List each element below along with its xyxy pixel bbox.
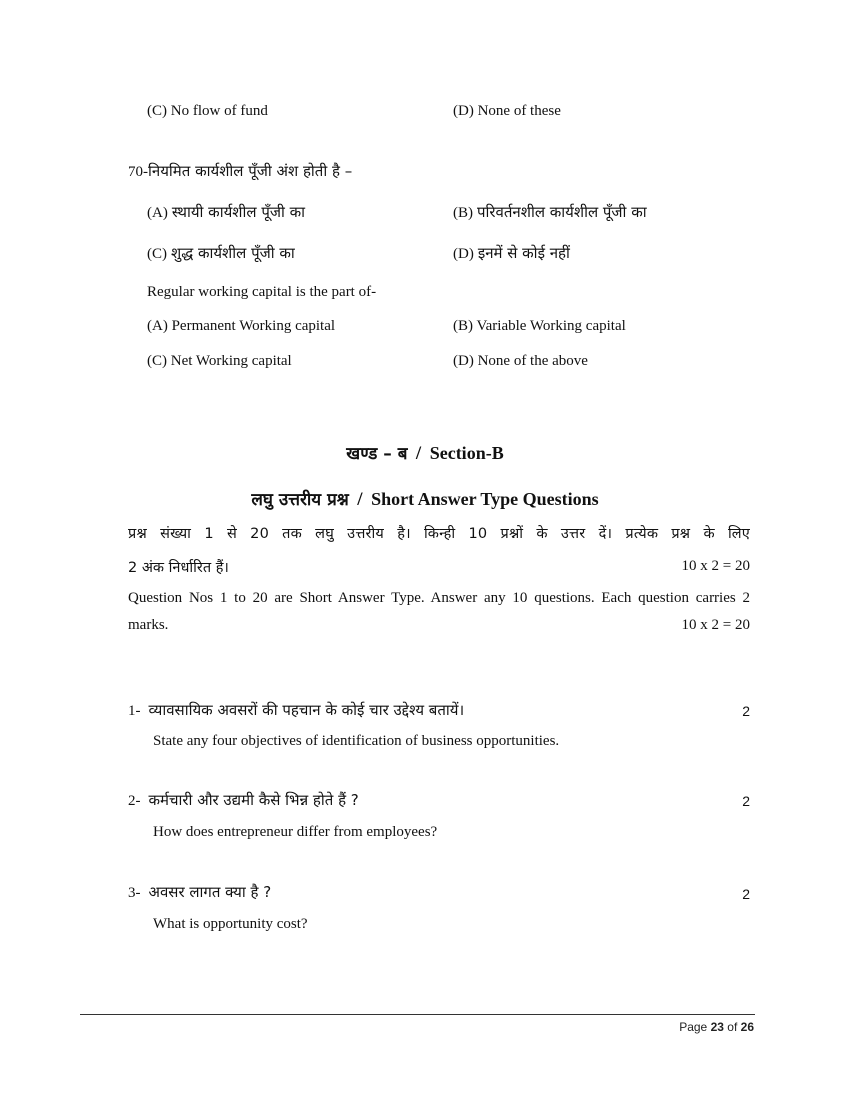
- subheading-separator: /: [357, 489, 363, 510]
- question-marks: 2: [742, 886, 750, 902]
- option-text: स्थायी कार्यशील पूँजी का: [171, 203, 306, 221]
- option-text: परिवर्तनशील कार्यशील पूँजी का: [477, 203, 647, 221]
- question-english-text: State any four objectives of identification of business opportunities.: [153, 733, 560, 749]
- option-label: (A): [147, 205, 168, 221]
- question-hindi-text: कर्मचारी और उद्यमी कैसे भिन्न होते हैं ?: [148, 791, 359, 809]
- question-number: 1-: [128, 703, 141, 719]
- q70-hindi-option-b: [453, 202, 647, 222]
- instruction-english-line2: marks.: [128, 617, 169, 633]
- question-3: [128, 882, 271, 902]
- page-footer: [679, 1020, 754, 1034]
- q70-english-option-a: (A) Permanent Working capital: [147, 318, 336, 334]
- q70-hindi-option-d: [453, 243, 570, 263]
- footer-total-pages: 26: [740, 1020, 754, 1034]
- question-english-text: What is opportunity cost?: [153, 916, 308, 932]
- footer-current-page: 23: [710, 1020, 724, 1034]
- section-separator: /: [415, 443, 422, 464]
- question-number: 2-: [128, 793, 141, 809]
- option-text: इनमें से कोई नहीं: [477, 244, 570, 262]
- option-label: (C): [147, 246, 167, 262]
- section-heading: [0, 441, 850, 465]
- question-hindi-text: नियमित कार्यशील पूँजी अंश होती है –: [148, 162, 353, 180]
- instruction-hindi-marks: 10 x 2 = 20: [681, 558, 750, 574]
- section-subheading: [0, 487, 850, 511]
- q70-english-text: Regular working capital is the part of-: [147, 284, 377, 300]
- instruction-english-line1: Question Nos 1 to 20 are Short Answer Type. Answer any 10 questions. Each question carries 2: [128, 590, 750, 606]
- question-hindi-text: व्यावसायिक अवसरों की पहचान के कोई चार उद्देश्य बतायें।: [148, 701, 465, 719]
- question-1: [128, 700, 464, 720]
- question-number: 70-: [128, 164, 148, 180]
- prev-option-c: (C) No flow of fund: [147, 103, 268, 119]
- section-heading-hindi: खण्ड – ब: [346, 444, 408, 464]
- instruction-hindi-line1: प्रश्न संख्या 1 से 20 तक लघु उत्तरीय है। किन्ही 10 प्रश्नों के उत्तर दें। प्रत्येक प्रश्न के लिए: [128, 526, 750, 542]
- question-marks: 2: [742, 703, 750, 719]
- q70-hindi-option-c: [147, 243, 295, 263]
- question-hindi-text: अवसर लागत क्या है ?: [148, 883, 272, 901]
- footer-of-word: of: [727, 1020, 738, 1034]
- instruction-hindi-line2: 2 अंक निर्धारित हैं।: [128, 560, 229, 576]
- subheading-hindi: लघु उत्तरीय प्रश्न: [251, 490, 349, 510]
- section-heading-english: Section-B: [429, 443, 504, 463]
- question-70: [128, 161, 352, 181]
- footer-page-word: Page: [679, 1020, 708, 1034]
- subheading-english: Short Answer Type Questions: [371, 489, 599, 509]
- q70-english-option-c: (C) Net Working capital: [147, 353, 292, 369]
- q70-english-option-b: (B) Variable Working capital: [453, 318, 626, 334]
- footer-divider: [80, 1014, 755, 1015]
- question-marks: 2: [742, 793, 750, 809]
- q70-english-option-d: (D) None of the above: [453, 353, 588, 369]
- q70-hindi-option-a: [147, 202, 305, 222]
- question-2: [128, 790, 359, 810]
- option-label: (D): [453, 246, 474, 262]
- option-text: शुद्ध कार्यशील पूँजी का: [171, 244, 295, 262]
- question-number: 3-: [128, 885, 141, 901]
- option-label: (B): [453, 205, 473, 221]
- question-english-text: How does entrepreneur differ from employees?: [153, 824, 438, 840]
- prev-option-d: (D) None of these: [453, 103, 561, 119]
- instruction-english-marks: 10 x 2 = 20: [681, 617, 750, 633]
